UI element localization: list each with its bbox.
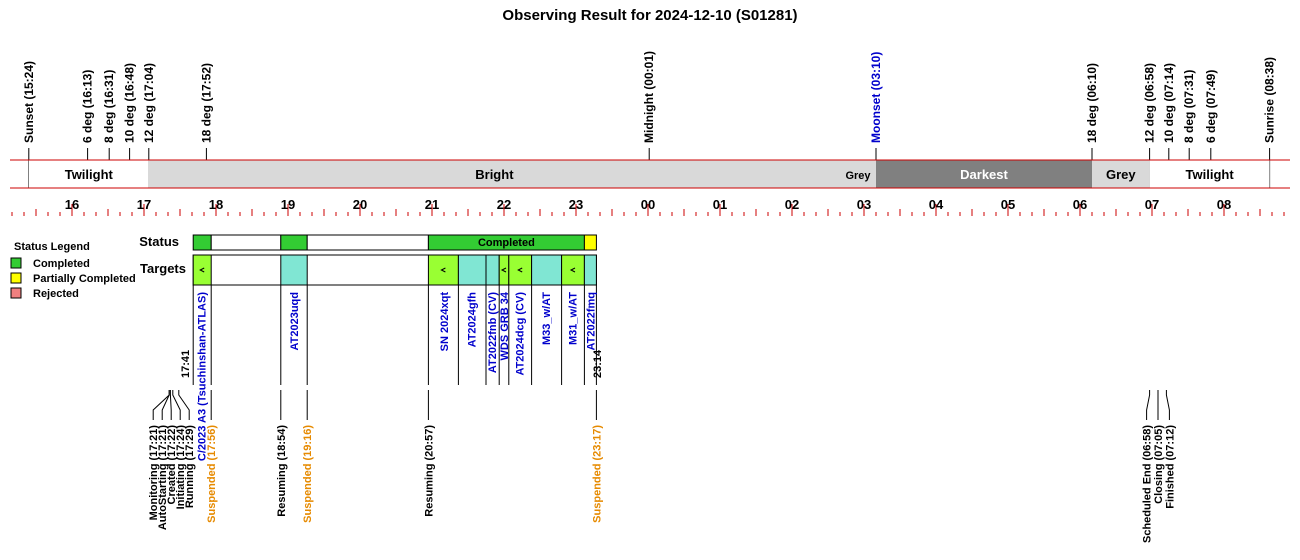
axis-hour-label: 01 [712,197,728,212]
status-segment [281,235,307,250]
axis-hour-label: 20 [352,197,368,212]
status-segment [584,235,596,250]
end-time-label: 23:14 [591,349,604,378]
top-event-label: Sunrise (08:38) [1262,56,1277,143]
target-segment [428,255,458,285]
target-segment [486,255,499,285]
target-name-label: C/2023 A3 (Tsuchinshan-ATLAS) [196,292,209,462]
target-name-label: SN 2024xqt [439,292,451,352]
bottom-event-label: Created (17:22) [166,425,179,505]
top-event-label: 10 deg (16:48) [122,62,137,143]
axis-hour-label: 21 [424,197,440,212]
axis-hour-label: 16 [64,197,80,212]
target-segment [562,255,585,285]
axis-hour-label: 19 [280,197,296,212]
target-name-label: M33_w/AT [541,292,553,345]
top-event-label: Moonset (03:10) [869,51,883,143]
target-name-label: AT2023uqd [289,292,301,351]
top-event-label: 18 deg (17:52) [199,62,214,143]
bottom-event-line [153,390,169,420]
bottom-event-label: Initiating (17:24) [175,425,188,510]
targets-row-label: Targets [140,261,186,276]
targets-row-layer [140,255,596,285]
bottom-event-label: AutoStarting (17:21) [157,425,170,531]
legend-item-label: Rejected [33,288,79,300]
status-segment [211,235,281,250]
legend-swatch [11,273,21,283]
top-event-label: 8 deg (16:31) [102,69,117,143]
axis-hour-label: 17 [136,197,152,212]
bottom-event-label: Suspended (23:17) [591,425,604,523]
target-name-label: AT2024dcg (CV) [514,292,527,376]
legend-title: Status Legend [14,241,90,253]
sky-band-label: Twilight [1185,167,1234,182]
bottom-event-label: Running (17:29) [184,425,197,509]
bottom-event-label: Suspended (17:56) [206,425,219,523]
axis-hour-label: 04 [928,197,944,212]
top-event-label: 10 deg (07:14) [1161,62,1176,143]
bottom-event-label: Resuming (20:57) [423,425,436,517]
bottom-event-label: Suspended (19:16) [302,425,315,523]
target-name-label: M31_w/AT [567,292,580,345]
status-segment-label: Completed [477,237,535,249]
legend-swatch [11,288,21,298]
target-name-label: AT2022fnb (CV) [487,292,499,374]
status-legend [11,241,136,300]
axis-hour-label: 06 [1072,197,1088,212]
axis-hour-label: 18 [208,197,224,212]
bottom-event-label: Scheduled End (06:58) [1141,425,1154,543]
target-name-label: WDS GRB 34 [499,292,511,361]
target-names-layer [180,285,604,461]
bottom-event-label: Monitoring (17:21) [148,425,161,521]
target-segment [499,255,509,285]
axis-hour-label: 07 [1144,197,1160,212]
sky-bands-layer [29,160,1270,188]
bottom-event-label: Resuming (18:54) [275,425,288,517]
bottom-event-line [1147,390,1150,420]
status-row-label: Status [139,234,179,249]
bottom-event-label: Finished (07:12) [1164,425,1177,509]
legend-item-label: Completed [33,258,90,270]
axis-hour-label: 05 [1000,197,1016,212]
target-segment [509,255,532,285]
top-event-label: 8 deg (07:31) [1182,69,1197,143]
top-event-label: 12 deg (06:58) [1142,62,1157,143]
target-segment [584,255,596,285]
top-event-label: 18 deg (06:10) [1085,62,1099,143]
top-event-label: Midnight (00:01) [642,51,657,143]
sky-band-label: Darkest [960,167,1008,182]
bottom-event-line [170,390,171,420]
legend-item-label: Partially Completed [33,273,136,285]
axis-hour-label: 00 [640,197,656,212]
axis-hour-label: 03 [856,197,872,212]
axis-hour-label: 23 [568,197,584,212]
status-segment [193,235,211,250]
bottom-event-line [1166,390,1169,420]
axis-hour-label: 02 [784,197,800,212]
target-segment [193,255,211,285]
sky-band-label: Grey [845,170,871,182]
diagram-title: Observing Result for 2024-12-10 (S01281) [502,7,798,24]
target-segment [281,255,307,285]
top-event-label: 12 deg (17:04) [141,62,156,143]
sky-band-label: Twilight [64,167,113,182]
target-name-label: AT2024gfh [466,291,479,348]
legend-swatch [11,258,21,268]
status-segment [307,235,428,250]
bottom-event-line [162,390,169,420]
axis-hour-label: 08 [1216,197,1232,212]
axis-hour-label: 22 [496,197,512,212]
top-event-label: Sunset (15:24) [21,60,36,143]
start-time-label: 17:41 [180,349,193,378]
status-row-layer [139,234,596,250]
target-segment [532,255,562,285]
top-event-label: 6 deg (16:13) [80,69,95,143]
top-event-label: 6 deg (07:49) [1203,69,1218,143]
bottom-events-layer [148,390,1176,543]
target-segment [458,255,486,285]
bottom-event-label: Closing (07:05) [1153,425,1165,504]
sky-band-label: Bright [475,167,514,182]
sky-band-label: Grey [1105,167,1136,182]
target-name-label: AT2022fmq [585,292,598,351]
